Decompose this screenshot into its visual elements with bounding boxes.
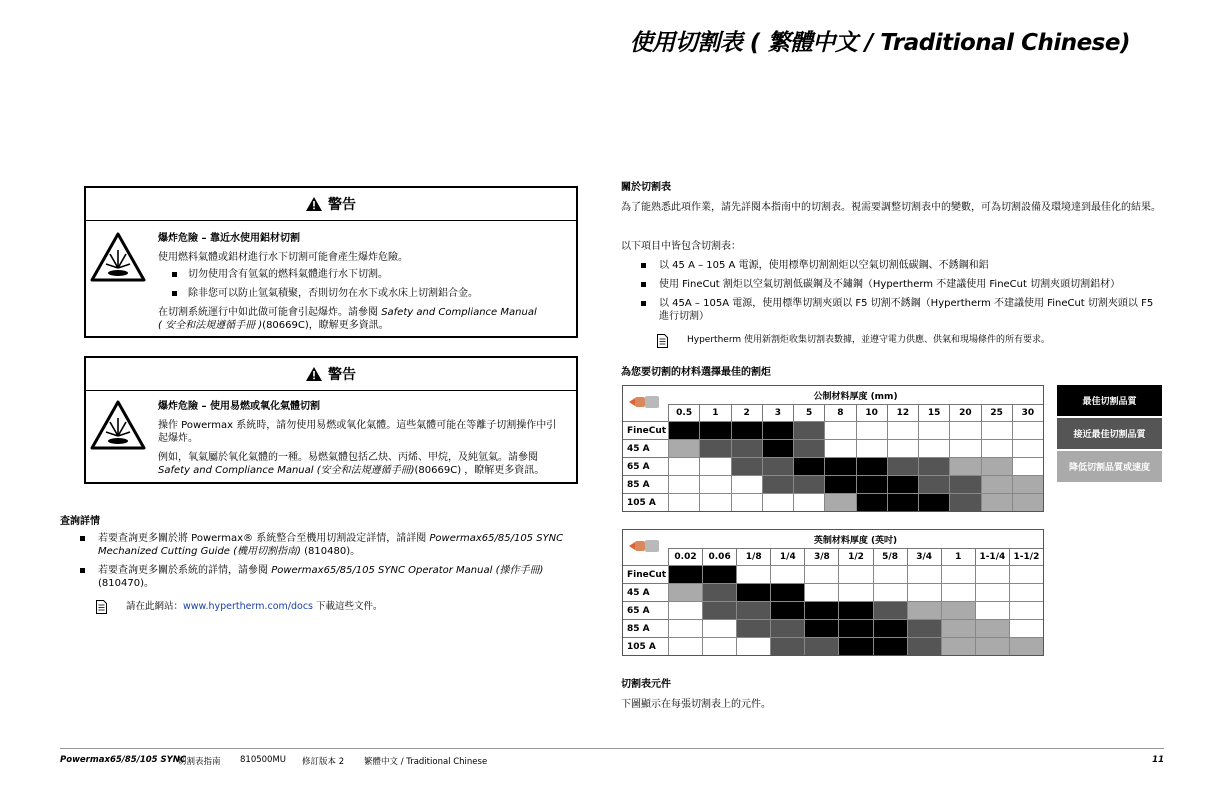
quality-cell [1012, 493, 1043, 511]
row-label: FineCut [623, 421, 668, 439]
warning-reference: 例如，氧氣屬於氧化氣體的一種。易燃氣體包括乙炔、丙烯、甲烷，及純氫氣。請參閱 Safety and Compliance Manual (安全和法規遵循手冊)(80669C) ，瞭解更多資訊。 [158, 452, 545, 476]
quality-cell [770, 565, 804, 583]
row-label: FineCut [623, 565, 668, 583]
list-item: 若要查詢更多關於系統的詳情，請參閱 Powermax65/85/105 SYNC Operator Manual (操作手冊) (810470)。 [60, 564, 582, 590]
column-header: 20 [949, 404, 980, 421]
row-label: 105 A [623, 637, 668, 655]
quality-cell [824, 457, 855, 475]
footer-revision: 修訂版本 2 [302, 757, 345, 767]
quality-cell [838, 601, 872, 619]
quality-cell [981, 457, 1012, 475]
footer-part: 810500MU [240, 755, 287, 765]
quality-cell [941, 583, 975, 601]
quality-cell [668, 565, 702, 583]
quality-cell [918, 457, 949, 475]
legend-near-best: 接近最佳切割品質 [1057, 418, 1162, 449]
quality-cell [702, 601, 736, 619]
quality-cell [668, 493, 699, 511]
column-header: 1 [699, 404, 730, 421]
column-header: 1-1/4 [975, 548, 1009, 565]
download-note: 請在此網站：www.hypertherm.com/docs 下載這些文件。 [126, 601, 383, 612]
quality-cell [699, 493, 730, 511]
quality-cell [804, 619, 838, 637]
quality-legend [1057, 385, 1162, 484]
quality-cell [918, 421, 949, 439]
quality-cell [975, 583, 1009, 601]
manual-title: Powermax65/85/105 SYNC Operator Manual (操作手冊) [271, 565, 544, 576]
quality-cell [699, 421, 730, 439]
list-item: 使用 FineCut 割炬以空氣切割低碳鋼及不鏽鋼（Hypertherm 不建議使用 FineCut 切割夾頭切割鋁材） [621, 278, 1161, 291]
quality-cell [736, 637, 770, 655]
about-paragraph: 為了能熟悉此項作業，請先詳閱本指南中的切割表。視需要調整切割表中的變數，可為切割設備及環境達到最佳化的結果。 [621, 202, 1161, 213]
row-label: 65 A [623, 457, 668, 475]
quality-cell [702, 619, 736, 637]
note-icon [96, 600, 107, 614]
quality-cell [824, 475, 855, 493]
quality-cell [793, 475, 824, 493]
data-note: Hypertherm 使用新割炬收集切割表數據，並遵守電力供應、供氣和現場條件的所有要求。 [687, 335, 1050, 345]
quality-cell [804, 583, 838, 601]
column-header: 3/4 [907, 548, 941, 565]
warning-intro: 使用燃料氣體或鋁材進行水下切割可能會產生爆炸危險。 [158, 252, 408, 263]
page-title: 使用切割表 ( 繁體中文 / Traditional Chinese) [629, 30, 1130, 56]
best-torch-heading: 為您要切割的材料選擇最佳的割炬 [621, 367, 771, 378]
chart-title: 公制材料厚度 (mm) [813, 391, 898, 402]
components-heading: 切割表元件 [621, 679, 671, 690]
components-text: 下圖顯示在每張切割表上的元件。 [621, 699, 771, 710]
column-header: 2 [731, 404, 762, 421]
column-header: 1/2 [838, 548, 872, 565]
quality-cell [907, 619, 941, 637]
quality-cell [949, 421, 980, 439]
warning-body [158, 400, 566, 481]
quality-cell [907, 583, 941, 601]
warning-box-water [84, 186, 578, 338]
quality-cell [907, 637, 941, 655]
footer-language: 繁體中文 / Traditional Chinese [364, 757, 488, 767]
about-intro: 以下項目中皆包含切割表： [621, 241, 741, 252]
quality-cell [824, 439, 855, 457]
quality-cell [668, 601, 702, 619]
quality-cell [736, 619, 770, 637]
quality-cell [887, 421, 918, 439]
chart-title: 英制材料厚度 (英吋) [813, 535, 898, 546]
quality-cell [731, 421, 762, 439]
quality-cell [699, 439, 730, 457]
quality-cell [856, 457, 887, 475]
warning-bullets [158, 268, 566, 300]
metric-thickness-table [622, 385, 1044, 512]
warning-intro: 操作 Powermax 系統時，請勿使用易燃或氧化氣體。這些氣體可能在等離子切割操作中引起爆炸。 [158, 420, 557, 444]
quality-cell [668, 457, 699, 475]
quality-cell [941, 601, 975, 619]
docs-link[interactable]: www.hypertherm.com/docs [183, 601, 314, 612]
footer-page-number: 11 [1152, 755, 1164, 765]
quality-cell [949, 439, 980, 457]
column-header: 1 [941, 548, 975, 565]
warning-triangle-icon [306, 367, 322, 381]
quality-cell [918, 475, 949, 493]
warning-triangle-icon [306, 197, 322, 211]
quality-cell [736, 583, 770, 601]
quality-cell [824, 493, 855, 511]
quality-cell [770, 637, 804, 655]
torch-consumable-icon [627, 538, 661, 554]
quality-cell [804, 565, 838, 583]
warning-heading [86, 188, 576, 221]
warning-heading-text: 警告 [328, 197, 356, 213]
quality-cell [699, 457, 730, 475]
quality-cell [668, 583, 702, 601]
torch-consumable-icon [627, 394, 661, 410]
column-header: 0.5 [668, 404, 699, 421]
quality-cell [838, 619, 872, 637]
quality-cell [949, 493, 980, 511]
quality-cell [770, 601, 804, 619]
column-header: 30 [1012, 404, 1043, 421]
warning-box-gas [84, 356, 578, 484]
warning-bullet: 除非您可以防止氫氣積聚，否則切勿在水下或水床上切割鋁合金。 [188, 287, 566, 300]
quality-cell [873, 619, 907, 637]
column-header: 1-1/2 [1009, 548, 1043, 565]
column-header: 3 [762, 404, 793, 421]
quality-cell [856, 475, 887, 493]
list-item: 以 45 A – 105 A 電源，使用標準切割割炬以空氣切割低碳鋼、不銹鋼和鋁 [621, 259, 1161, 272]
quality-cell [731, 439, 762, 457]
quality-cell [907, 601, 941, 619]
column-header: 5/8 [873, 548, 907, 565]
quality-cell [793, 457, 824, 475]
quality-cell [887, 457, 918, 475]
quality-cell [731, 493, 762, 511]
quality-cell [736, 601, 770, 619]
quality-cell [793, 439, 824, 457]
column-header: 1/4 [770, 548, 804, 565]
quality-cell [731, 457, 762, 475]
quality-cell [856, 421, 887, 439]
column-header: 5 [793, 404, 824, 421]
quality-cell [668, 637, 702, 655]
column-header: 0.02 [668, 548, 702, 565]
manual-title: Safety and Compliance Manual [381, 307, 537, 318]
explosion-hazard-icon [90, 232, 146, 282]
quality-cell [918, 439, 949, 457]
column-header: 25 [981, 404, 1012, 421]
row-label: 65 A [623, 601, 668, 619]
quality-cell [1012, 439, 1043, 457]
quality-cell [856, 439, 887, 457]
quality-cell [824, 421, 855, 439]
warning-title: 爆炸危險 – 使用易燃或氧化氣體切割 [158, 401, 320, 412]
quality-cell [981, 493, 1012, 511]
quality-cell [838, 637, 872, 655]
row-label: 85 A [623, 619, 668, 637]
quality-cell [1009, 601, 1043, 619]
row-label: 105 A [623, 493, 668, 511]
manual-title: Powermax65/85/105 SYNC Mechanized Cutting Guide (機用切割指南) [98, 533, 564, 557]
column-header: 12 [887, 404, 918, 421]
quality-cell [770, 583, 804, 601]
quality-cell [949, 475, 980, 493]
manual-title: Safety and Compliance Manual (安全和法規遵循手冊) [158, 465, 415, 476]
legend-reduced: 降低切割品質或速度 [1057, 451, 1162, 482]
warning-body [158, 232, 566, 336]
footer-rule [60, 748, 1164, 749]
quality-cell [762, 439, 793, 457]
quality-cell [873, 583, 907, 601]
quality-cell [975, 601, 1009, 619]
warning-bullet: 切勿使用含有氫氣的燃料氣體進行水下切割。 [188, 268, 566, 281]
quality-cell [941, 565, 975, 583]
warning-heading-text: 警告 [328, 367, 356, 383]
column-header: 3/8 [804, 548, 838, 565]
quality-cell [702, 583, 736, 601]
row-label: 45 A [623, 439, 668, 457]
about-list [621, 259, 1161, 329]
quality-cell [762, 493, 793, 511]
quality-cell [762, 421, 793, 439]
quality-cell [1009, 637, 1043, 655]
quality-cell [873, 637, 907, 655]
quality-cell [873, 565, 907, 583]
warning-reference: 在切割系統運行中如此做可能會引起爆炸。請參閱 Safety and Compliance Manual ( 安全和法規遵循手冊 )(80669C)，瞭解更多資訊。 [158, 307, 537, 331]
quality-cell [1009, 565, 1043, 583]
quality-cell [838, 565, 872, 583]
quality-cell [918, 493, 949, 511]
warning-title: 爆炸危險 – 靠近水使用鋁材切割 [158, 233, 300, 244]
quality-cell [975, 565, 1009, 583]
quality-cell [941, 637, 975, 655]
quality-cell [887, 475, 918, 493]
column-header: 8 [824, 404, 855, 421]
quality-cell [1012, 475, 1043, 493]
quality-cell [975, 637, 1009, 655]
quality-cell [907, 565, 941, 583]
quality-cell [887, 439, 918, 457]
quality-cell [981, 475, 1012, 493]
legend-best: 最佳切割品質 [1057, 385, 1162, 416]
quality-cell [699, 475, 730, 493]
about-heading: 關於切割表 [621, 182, 671, 193]
quality-cell [1009, 583, 1043, 601]
quality-cell [793, 493, 824, 511]
quality-cell [736, 565, 770, 583]
column-header: 1/8 [736, 548, 770, 565]
list-item: 以 45A – 105A 電源，使用標準切割夾頭以 F5 切割不銹鋼（Hypertherm 不建議使用 FineCut 切割夾頭以 F5 進行切割） [621, 297, 1161, 323]
footer-guide: 切割表指南 [178, 757, 221, 767]
warning-heading [86, 358, 576, 391]
more-info-list [60, 532, 582, 596]
quality-cell [762, 475, 793, 493]
footer-product: Powermax65/85/105 SYNC [60, 755, 187, 765]
quality-cell [762, 457, 793, 475]
quality-cell [856, 493, 887, 511]
quality-cell [668, 619, 702, 637]
quality-cell [702, 565, 736, 583]
quality-cell [975, 619, 1009, 637]
quality-cell [1012, 457, 1043, 475]
quality-cell [1009, 619, 1043, 637]
quality-cell [949, 457, 980, 475]
manual-title-zh: ( 安全和法規遵循手冊 ) [158, 320, 263, 331]
quality-cell [873, 601, 907, 619]
quality-cell [887, 493, 918, 511]
column-header: 0.06 [702, 548, 736, 565]
quality-cell [668, 439, 699, 457]
quality-cell [731, 475, 762, 493]
list-item: 若要查詢更多關於將 Powermax® 系統整合至機用切割設定詳情，請詳閱 Powermax65/85/105 SYNC Mechanized Cutting Guide (機用切割指南) (810480)。 [60, 532, 582, 558]
row-label: 45 A [623, 583, 668, 601]
quality-cell [770, 619, 804, 637]
more-info-heading: 查詢詳情 [60, 516, 100, 527]
note-icon [657, 334, 668, 348]
quality-cell [981, 421, 1012, 439]
quality-cell [793, 421, 824, 439]
quality-cell [941, 619, 975, 637]
row-label: 85 A [623, 475, 668, 493]
quality-cell [804, 637, 838, 655]
column-header: 10 [856, 404, 887, 421]
quality-cell [668, 421, 699, 439]
quality-cell [804, 601, 838, 619]
imperial-thickness-table [622, 529, 1044, 656]
quality-cell [981, 439, 1012, 457]
quality-cell [1012, 421, 1043, 439]
column-header: 15 [918, 404, 949, 421]
quality-cell [838, 583, 872, 601]
explosion-hazard-icon [90, 400, 146, 450]
quality-cell [702, 637, 736, 655]
quality-cell [668, 475, 699, 493]
